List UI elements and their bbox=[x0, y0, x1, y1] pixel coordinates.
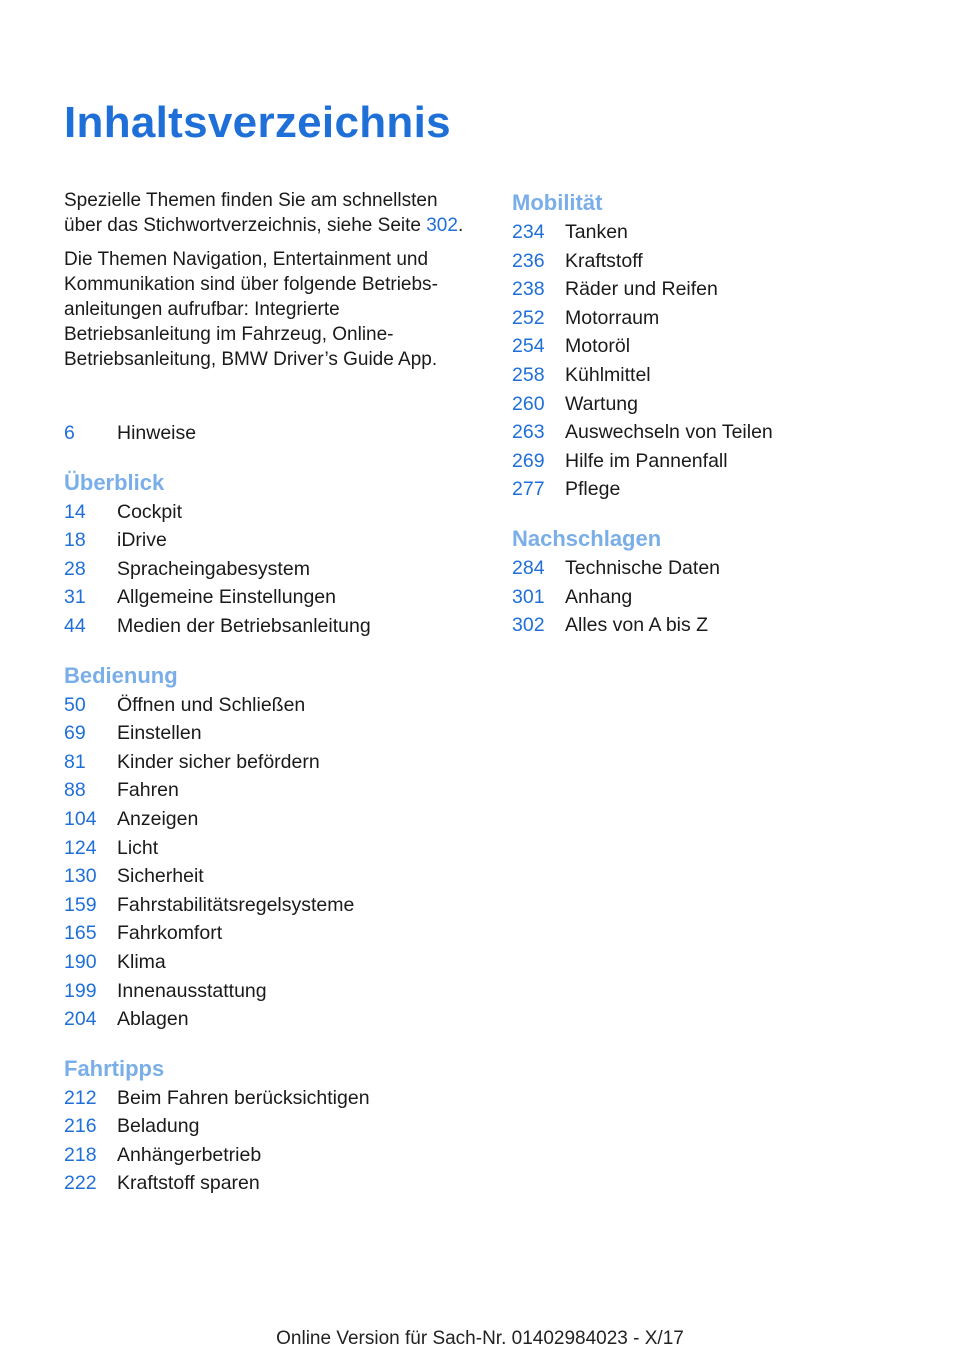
toc-entry[interactable] bbox=[512, 247, 922, 276]
toc-entry[interactable] bbox=[64, 498, 474, 527]
toc-page-number: 69 bbox=[64, 722, 86, 745]
toc-page-number: 199 bbox=[64, 979, 97, 1002]
toc-page-number: 14 bbox=[64, 500, 86, 523]
toc-entry[interactable] bbox=[64, 748, 474, 777]
toc-page-number: 81 bbox=[64, 750, 86, 773]
toc-entry[interactable] bbox=[64, 526, 474, 555]
toc-entry-label: Klima bbox=[117, 950, 166, 973]
toc-entry[interactable] bbox=[64, 891, 474, 920]
toc-entry[interactable] bbox=[512, 475, 922, 504]
toc-entry-label: Hilfe im Pannenfall bbox=[565, 449, 728, 472]
toc-entry-label: Spracheingabesystem bbox=[117, 557, 310, 580]
intro-text bbox=[64, 188, 474, 372]
toc-entry[interactable] bbox=[64, 919, 474, 948]
toc-entry-label: Fahren bbox=[117, 779, 179, 802]
toc-entry-label: Kraftstoff sparen bbox=[117, 1172, 260, 1195]
toc-entry[interactable] bbox=[64, 948, 474, 977]
toc-page-number: 218 bbox=[64, 1143, 97, 1166]
toc-entry-label: Innenausstattung bbox=[117, 979, 267, 1002]
toc-entry-label: Hinweise bbox=[117, 422, 197, 444]
toc-entry-label: Öffnen und Schließen bbox=[117, 693, 306, 716]
toc-page-number: 234 bbox=[512, 221, 545, 243]
intro-paragraph-1 bbox=[64, 188, 464, 238]
toc-page-number: 263 bbox=[512, 421, 545, 444]
section-heading: Mobilität bbox=[512, 190, 603, 215]
toc-page-number: 302 bbox=[512, 614, 545, 637]
section-heading: Nachschlagen bbox=[512, 525, 662, 551]
toc-page-number: 165 bbox=[64, 922, 97, 945]
toc-section bbox=[64, 1054, 474, 1198]
toc-page-number: 104 bbox=[64, 807, 97, 830]
section-heading: Fahrtipps bbox=[64, 1055, 165, 1081]
toc-section bbox=[64, 468, 474, 641]
toc-page-number: 18 bbox=[64, 529, 86, 552]
toc-entry[interactable] bbox=[64, 977, 474, 1006]
toc-entry-label: Einstellen bbox=[117, 722, 202, 745]
toc-page-number: 88 bbox=[64, 779, 86, 802]
toc-entry[interactable] bbox=[512, 304, 922, 333]
toc-page-number: 277 bbox=[512, 478, 545, 501]
toc-entry-label: Fahrstabilitätsregelsysteme bbox=[117, 893, 355, 916]
toc-entry[interactable] bbox=[64, 612, 474, 641]
toc-entry[interactable] bbox=[64, 719, 474, 748]
toc-page-number: 216 bbox=[64, 1115, 97, 1138]
right-sections bbox=[512, 188, 922, 640]
toc-entry[interactable] bbox=[512, 583, 922, 612]
toc-entry-label: Kraftstoff bbox=[565, 249, 643, 272]
toc-entry-label: Kinder sicher befördern bbox=[117, 750, 320, 773]
toc-entry[interactable] bbox=[64, 776, 474, 805]
toc-entry[interactable] bbox=[64, 555, 474, 584]
toc-entry[interactable] bbox=[512, 554, 922, 583]
toc-entry-label: Pflege bbox=[565, 478, 621, 501]
toc-entry[interactable] bbox=[64, 805, 474, 834]
toc-entry[interactable] bbox=[512, 390, 922, 419]
footer-text: Online Version für Sach-Nr. 01402984023 - X/17 bbox=[276, 1328, 684, 1349]
toc-page-number: 236 bbox=[512, 249, 545, 272]
toc-entry-label: Medien der Betriebsanleitung bbox=[117, 614, 371, 637]
toc-entry[interactable] bbox=[64, 1112, 474, 1141]
toc-entry[interactable] bbox=[64, 1169, 474, 1198]
toc-entry-label: Auswechseln von Teilen bbox=[565, 421, 773, 444]
toc-entry-label: Licht bbox=[117, 836, 159, 859]
toc-page-number: 130 bbox=[64, 865, 97, 888]
toc-page-number: 159 bbox=[64, 893, 97, 916]
toc-entry-label: Sicherheit bbox=[117, 865, 204, 888]
toc-section bbox=[512, 524, 922, 640]
toc-entry[interactable] bbox=[512, 332, 922, 361]
toc-entry-label: Tanken bbox=[565, 221, 628, 243]
toc-entry-label: Technische Daten bbox=[565, 556, 721, 579]
toc-section bbox=[64, 661, 474, 1034]
toc-entry[interactable] bbox=[64, 834, 474, 863]
toc-entry-label: Alles von A bis Z bbox=[565, 614, 709, 637]
toc-page-number: 212 bbox=[64, 1086, 97, 1109]
toc-entry-label: Anhängerbetrieb bbox=[117, 1143, 262, 1166]
toc-page-number: 238 bbox=[512, 278, 545, 301]
toc-page-number: 258 bbox=[512, 363, 545, 386]
left-column bbox=[64, 188, 474, 1198]
toc-entry[interactable] bbox=[512, 447, 922, 476]
toc-entry-label: Ablagen bbox=[117, 1008, 189, 1031]
toc-entry-hinweise[interactable] bbox=[64, 419, 474, 448]
toc-entry-label: Anhang bbox=[565, 585, 633, 608]
toc-entry[interactable] bbox=[64, 1084, 474, 1113]
toc-entry[interactable] bbox=[512, 418, 922, 447]
index-page-link[interactable]: 302 bbox=[426, 215, 458, 236]
toc-page-number: 28 bbox=[64, 557, 86, 580]
toc-entry[interactable] bbox=[512, 361, 922, 390]
section-heading: Bedienung bbox=[64, 662, 178, 688]
toc-entry-label: Wartung bbox=[565, 392, 638, 415]
toc-page-number: 260 bbox=[512, 392, 545, 415]
toc-page-number: 254 bbox=[512, 335, 545, 358]
toc-entry[interactable] bbox=[64, 862, 474, 891]
page-title: Inhaltsverzeichnis bbox=[64, 98, 451, 147]
toc-page-number: 31 bbox=[64, 586, 86, 609]
toc-entry-label: Anzeigen bbox=[117, 807, 199, 830]
toc-page-number: 190 bbox=[64, 950, 97, 973]
toc-entry[interactable] bbox=[512, 218, 922, 247]
toc-entry-label: Motoröl bbox=[565, 335, 631, 358]
toc-page-number: 44 bbox=[64, 614, 86, 637]
right-column bbox=[512, 188, 922, 640]
intro-text-prefix: Spezielle Themen finden Sie am schnellsten über das Stichwortverzeichnis, siehe Seite bbox=[64, 190, 438, 236]
toc-page-number: 252 bbox=[512, 306, 545, 329]
toc-entry-label: Beladung bbox=[117, 1115, 200, 1138]
section-heading: Überblick bbox=[64, 469, 165, 495]
toc-entry[interactable] bbox=[512, 611, 922, 640]
toc-entry[interactable] bbox=[512, 275, 922, 304]
toc-entry-label: Beim Fahren berücksichtigen bbox=[117, 1086, 370, 1109]
intro-text-suffix: . bbox=[457, 215, 464, 236]
left-sections bbox=[64, 468, 474, 1198]
toc-entry[interactable] bbox=[64, 1005, 474, 1034]
intro-paragraph-2: Die Themen Navigation, Entertainment und Kommunikation sind über folgende Betriebsanleitungen aufrufbar: Integrierte Betriebsanleitung im Fahrzeug, Online-Betriebsanleitung, BMW Driver’s Guide App. bbox=[64, 249, 438, 370]
toc-page-number: 301 bbox=[512, 585, 545, 608]
toc-entry-label: Kühlmittel bbox=[565, 363, 651, 386]
toc-page-number: 269 bbox=[512, 449, 545, 472]
toc-entry-label: Motorraum bbox=[565, 306, 660, 329]
toc-entry[interactable] bbox=[64, 583, 474, 612]
toc-page-number: 124 bbox=[64, 836, 97, 859]
toc-section bbox=[512, 188, 922, 504]
toc-entry-label: iDrive bbox=[117, 529, 167, 552]
toc-entry[interactable] bbox=[64, 1141, 474, 1170]
toc-page-number: 222 bbox=[64, 1172, 97, 1195]
toc-entry-label: Räder und Reifen bbox=[565, 278, 718, 301]
toc-page-number: 6 bbox=[64, 422, 75, 444]
toc-entry-label: Allgemeine Einstellungen bbox=[117, 586, 336, 609]
toc-entry-label: Fahrkomfort bbox=[117, 922, 223, 945]
toc-entry[interactable] bbox=[64, 691, 474, 720]
toc-page-number: 284 bbox=[512, 556, 545, 579]
toc-entry-label: Cockpit bbox=[117, 500, 183, 523]
toc-page-number: 50 bbox=[64, 693, 86, 716]
toc-page-number: 204 bbox=[64, 1008, 97, 1031]
